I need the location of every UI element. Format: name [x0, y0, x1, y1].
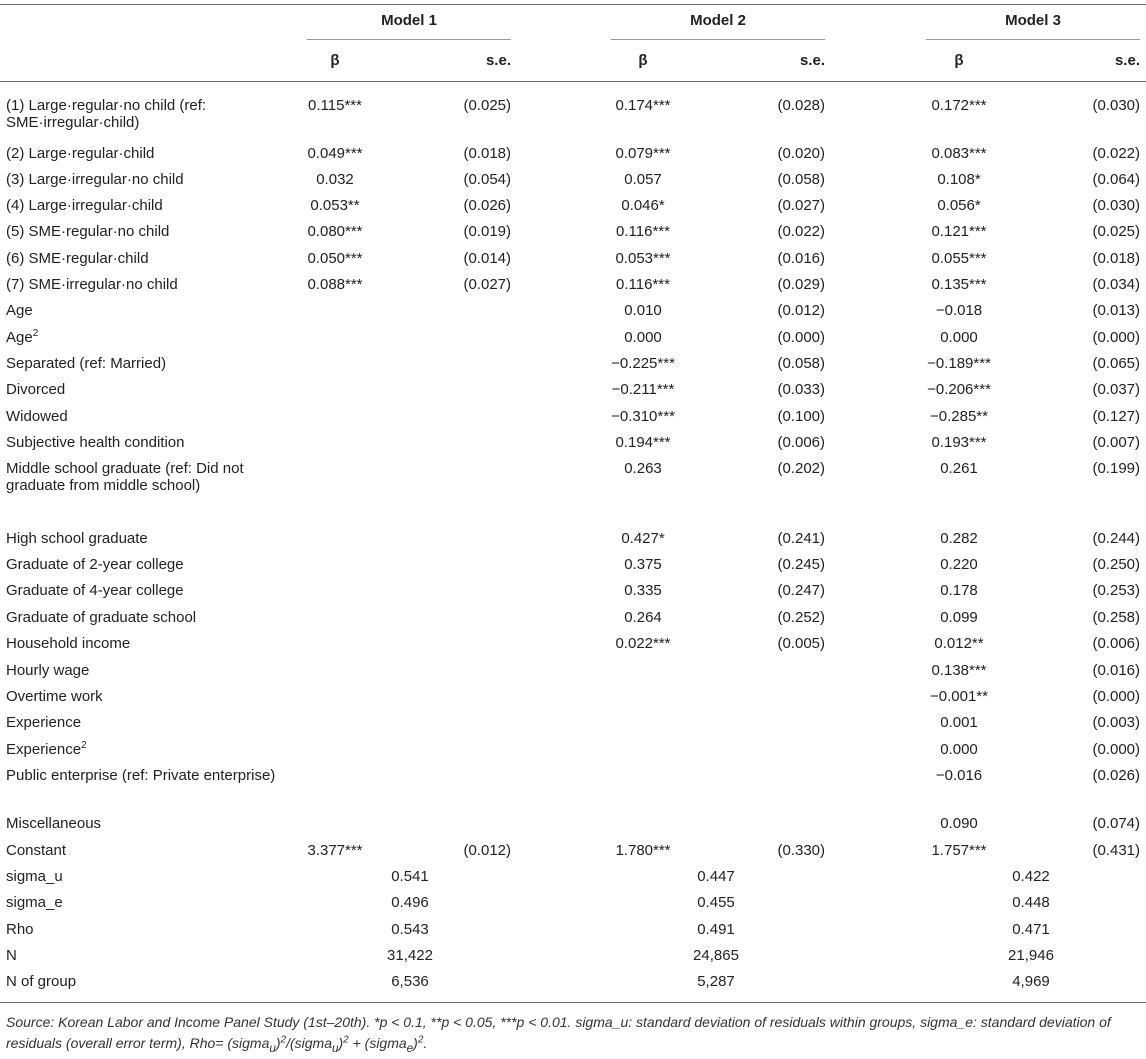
model-3-standard-error: (0.018) — [1092, 250, 1140, 267]
model-3-coefficient: 0.282 — [940, 530, 978, 547]
model-3-coefficient: 0.220 — [940, 556, 978, 573]
model-3-standard-error: (0.007) — [1092, 434, 1140, 451]
model-3-standard-error: (0.025) — [1092, 223, 1140, 240]
model-1-coefficient: 0.049*** — [307, 145, 363, 162]
row-label: Overtime work — [6, 688, 103, 705]
model-2-standard-error: (0.000) — [777, 329, 825, 346]
model-1-header: Model 1 — [381, 12, 437, 29]
model-3-standard-error: (0.030) — [1092, 97, 1140, 114]
model-2-standard-error: (0.022) — [777, 223, 825, 240]
model-3-header: Model 3 — [1005, 12, 1061, 29]
model-2-stat-value: 0.447 — [697, 868, 735, 885]
model-3-standard-error: (0.022) — [1092, 145, 1140, 162]
model-3-standard-error: (0.065) — [1092, 355, 1140, 372]
model-1-coefficient: 0.050*** — [307, 250, 363, 267]
model-2-coefficient: 0.335 — [624, 582, 662, 599]
model-2-standard-error: (0.330) — [777, 842, 825, 859]
model-3-stat-value: 4,969 — [1012, 973, 1050, 990]
model-3-coefficient: 0.083*** — [931, 145, 987, 162]
model-2-coefficient: 0.053*** — [615, 250, 671, 267]
model-3-standard-error: (0.253) — [1092, 582, 1140, 599]
model-1-standard-error: (0.012) — [463, 842, 511, 859]
model-3-standard-error: (0.003) — [1092, 714, 1140, 731]
model-3-standard-error: (0.244) — [1092, 530, 1140, 547]
row-label: Age — [6, 302, 33, 319]
model-2-stat-value: 0.455 — [697, 894, 735, 911]
model-3-standard-error: (0.000) — [1092, 329, 1140, 346]
model-1-stat-value: 0.541 — [391, 868, 429, 885]
model-3-coefficient: 0.012** — [934, 635, 984, 652]
model-2-beta-header: β — [638, 52, 648, 69]
stat-label: sigma_u — [6, 868, 63, 885]
model-2-coefficient: 0.194*** — [615, 434, 671, 451]
model-3-rule — [926, 39, 1140, 40]
model-3-coefficient: −0.018 — [935, 302, 983, 319]
model-2-standard-error: (0.058) — [777, 171, 825, 188]
model-1-standard-error: (0.019) — [463, 223, 511, 240]
model-2-coefficient: 0.174*** — [615, 97, 671, 114]
superscript: 2 — [32, 328, 39, 339]
row-label: (4) Large·irregular·child — [6, 197, 163, 214]
model-3-standard-error: (0.013) — [1092, 302, 1140, 319]
model-2-coefficient: 1.780*** — [615, 842, 671, 859]
model-2-stat-value: 0.491 — [697, 921, 735, 938]
row-label: Public enterprise (ref: Private enterprise) — [6, 767, 276, 784]
row-label: (1) Large·regular·no child (ref: SME·irregular·child) — [6, 97, 207, 131]
row-label: Constant — [6, 842, 67, 859]
row-label: Miscellaneous — [6, 815, 102, 832]
model-1-standard-error: (0.027) — [463, 276, 511, 293]
model-2-header: Model 2 — [690, 12, 746, 29]
model-3-se-header: s.e. — [1114, 52, 1140, 69]
stat-label: Rho — [6, 921, 34, 938]
top-rule — [0, 4, 1146, 5]
model-1-standard-error: (0.025) — [463, 97, 511, 114]
model-3-coefficient: −0.016 — [935, 767, 983, 784]
model-3-coefficient: 0.135*** — [931, 276, 987, 293]
row-label: Subjective health condition — [6, 434, 185, 451]
model-2-standard-error: (0.252) — [777, 609, 825, 626]
model-3-coefficient: 0.001 — [940, 714, 978, 731]
model-3-standard-error: (0.074) — [1092, 815, 1140, 832]
model-1-stat-value: 0.496 — [391, 894, 429, 911]
model-3-coefficient: 0.099 — [940, 609, 978, 626]
row-label: Widowed — [6, 408, 68, 425]
model-3-coefficient: 0.090 — [940, 815, 978, 832]
row-label: (6) SME·regular·child — [6, 250, 149, 267]
row-label: High school graduate — [6, 530, 148, 547]
model-3-coefficient: 0.121*** — [931, 223, 987, 240]
model-1-stat-value: 6,536 — [391, 973, 429, 990]
model-2-coefficient: 0.264 — [624, 609, 662, 626]
model-3-coefficient: 0.000 — [940, 329, 978, 346]
model-3-coefficient: 0.138*** — [931, 662, 987, 679]
model-2-standard-error: (0.016) — [777, 250, 825, 267]
model-2-standard-error: (0.033) — [777, 381, 825, 398]
model-1-coefficient: 0.053** — [310, 197, 360, 214]
model-3-standard-error: (0.006) — [1092, 635, 1140, 652]
model-3-coefficient: −0.206*** — [927, 381, 991, 398]
model-2-stat-value: 24,865 — [693, 947, 739, 964]
model-1-se-header: s.e. — [485, 52, 511, 69]
model-3-standard-error: (0.431) — [1092, 842, 1140, 859]
model-2-standard-error: (0.005) — [777, 635, 825, 652]
model-2-coefficient: −0.225*** — [611, 355, 675, 372]
model-3-standard-error: (0.026) — [1092, 767, 1140, 784]
model-3-standard-error: (0.037) — [1092, 381, 1140, 398]
row-label: Experience — [6, 714, 82, 731]
model-1-coefficient: 0.088*** — [307, 276, 363, 293]
model-1-standard-error: (0.014) — [463, 250, 511, 267]
model-2-coefficient: 0.427* — [621, 530, 665, 547]
row-label: Divorced — [6, 381, 66, 398]
model-3-standard-error: (0.199) — [1092, 460, 1140, 477]
model-3-coefficient: 0.055*** — [931, 250, 987, 267]
model-2-coefficient: 0.116*** — [616, 276, 670, 293]
model-1-standard-error: (0.054) — [463, 171, 511, 188]
model-2-standard-error: (0.100) — [777, 408, 825, 425]
model-3-standard-error: (0.000) — [1092, 688, 1140, 705]
model-3-coefficient: 0.193*** — [931, 434, 987, 451]
model-3-coefficient: 0.172*** — [931, 97, 987, 114]
model-3-stat-value: 21,946 — [1008, 947, 1054, 964]
model-2-standard-error: (0.020) — [777, 145, 825, 162]
model-2-coefficient: 0.057 — [624, 171, 662, 188]
model-2-standard-error: (0.027) — [777, 197, 825, 214]
header-rule — [0, 81, 1146, 82]
model-2-standard-error: (0.029) — [777, 276, 825, 293]
model-3-stat-value: 0.471 — [1012, 921, 1050, 938]
model-3-standard-error: (0.064) — [1092, 171, 1140, 188]
model-3-standard-error: (0.034) — [1092, 276, 1140, 293]
model-3-coefficient: 0.261 — [940, 460, 978, 477]
row-label: (2) Large·regular·child — [6, 145, 155, 162]
row-label: Middle school graduate (ref: Did not graduate from middle school) — [6, 460, 244, 494]
model-1-stat-value: 31,422 — [387, 947, 433, 964]
row-label: Graduate of 4-year college — [6, 582, 184, 599]
row-label: Separated (ref: Married) — [6, 355, 167, 372]
model-1-coefficient: 3.377*** — [307, 842, 363, 859]
model-3-coefficient: 0.056* — [937, 197, 981, 214]
model-2-coefficient: 0.010 — [624, 302, 662, 319]
model-1-coefficient: 0.080*** — [307, 223, 363, 240]
model-3-standard-error: (0.000) — [1092, 741, 1140, 758]
model-3-coefficient: −0.285** — [930, 408, 988, 425]
row-label: Hourly wage — [6, 662, 90, 679]
model-3-standard-error: (0.016) — [1092, 662, 1140, 679]
model-2-coefficient: 0.022*** — [615, 635, 671, 652]
model-3-standard-error: (0.127) — [1092, 408, 1140, 425]
model-2-standard-error: (0.006) — [777, 434, 825, 451]
model-3-standard-error: (0.030) — [1092, 197, 1140, 214]
row-label: Experience$^2$ — [6, 740, 87, 758]
model-3-coefficient: −0.001** — [930, 688, 988, 705]
model-2-coefficient: 0.046* — [621, 197, 665, 214]
model-2-coefficient: −0.211*** — [611, 381, 675, 398]
row-label: Age$^2$ — [6, 328, 39, 346]
model-2-stat-value: 5,287 — [697, 973, 735, 990]
model-2-coefficient: 0.000 — [624, 329, 662, 346]
model-2-standard-error: (0.245) — [777, 556, 825, 573]
model-2-coefficient: −0.310*** — [611, 408, 675, 425]
model-1-beta-header: β — [330, 52, 340, 69]
row-label: (7) SME·irregular·no child — [6, 276, 178, 293]
row-label: Household income — [6, 635, 131, 652]
model-1-coefficient: 0.032 — [316, 171, 354, 188]
model-2-standard-error: (0.247) — [777, 582, 825, 599]
model-3-coefficient: 1.757*** — [931, 842, 987, 859]
model-2-coefficient: 0.375 — [624, 556, 662, 573]
model-2-standard-error: (0.012) — [777, 302, 825, 319]
model-3-coefficient: 0.108* — [937, 171, 981, 188]
stat-label: sigma_e — [6, 894, 63, 911]
model-1-rule — [307, 39, 511, 40]
model-3-coefficient: 0.000 — [940, 741, 978, 758]
model-2-coefficient: 0.079*** — [615, 145, 671, 162]
model-1-stat-value: 0.543 — [391, 921, 429, 938]
row-label: Graduate of graduate school — [6, 609, 197, 626]
model-2-se-header: s.e. — [799, 52, 825, 69]
model-3-standard-error: (0.250) — [1092, 556, 1140, 573]
model-2-rule — [611, 39, 825, 40]
model-3-standard-error: (0.258) — [1092, 609, 1140, 626]
model-3-coefficient: 0.178 — [940, 582, 978, 599]
model-1-standard-error: (0.026) — [463, 197, 511, 214]
model-3-beta-header: β — [954, 52, 964, 69]
model-1-standard-error: (0.018) — [463, 145, 511, 162]
model-2-standard-error: (0.202) — [777, 460, 825, 477]
row-label: Graduate of 2-year college — [6, 556, 184, 573]
row-label: (3) Large·irregular·no child — [6, 171, 184, 188]
model-3-stat-value: 0.422 — [1012, 868, 1050, 885]
stat-label: N of group — [6, 973, 77, 990]
superscript: 2 — [81, 740, 87, 751]
model-2-coefficient: 0.116*** — [616, 223, 670, 240]
bottom-rule — [0, 1002, 1146, 1003]
footnote-source: Source: Korean Labor and Income Panel Study (1st–20th). *p < 0.1, **p < 0.05, ***p < 0.01. sigma_u: standard deviation of residuals within groups, sigma_e: standard deviation of residuals (overall error term), Rho= (sigma$_u$)$^2$/(sigma$_u$)$^2$ + (sigma$_e$)$^2$. — [6, 1014, 1111, 1055]
model-2-standard-error: (0.028) — [777, 97, 825, 114]
model-2-standard-error: (0.058) — [777, 355, 825, 372]
model-3-coefficient: −0.189*** — [927, 355, 991, 372]
model-3-stat-value: 0.448 — [1012, 894, 1050, 911]
model-1-coefficient: 0.115*** — [308, 97, 362, 114]
model-2-coefficient: 0.263 — [624, 460, 662, 477]
row-label: (5) SME·regular·no child — [6, 223, 170, 240]
stat-label: N — [6, 947, 17, 964]
model-2-standard-error: (0.241) — [777, 530, 825, 547]
